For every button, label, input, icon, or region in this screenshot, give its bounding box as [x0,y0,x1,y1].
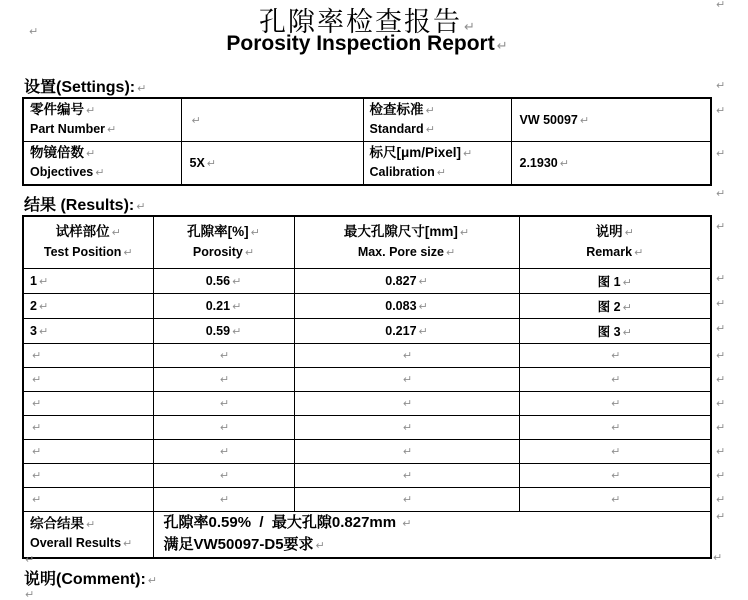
objectives-value-cell [181,142,363,186]
settings-table [22,97,712,186]
cell-test-position [23,293,153,318]
line-break-icon: ↵ [219,349,230,362]
overall-line1: 孔隙率0.59% / 最大孔隙0.827mm [163,514,401,532]
line-break-icon: ↵ [611,493,621,506]
objectives-label-cell [23,142,181,186]
cell-remark [519,463,711,487]
cell-porosity [153,415,294,439]
standard-value: VW 50097 [519,113,578,127]
line-break-icon: ↵ [716,493,726,506]
result-row-2 [23,293,711,318]
cell-remark [519,318,711,343]
line-break-icon: ↵ [25,588,35,600]
settings-row [23,98,711,142]
line-break-icon: ↵ [418,299,428,313]
cell-text: 0.083 [385,298,417,313]
line-break-icon: ↵ [624,226,634,240]
line-break-icon: ↵ [244,246,255,260]
line-break-icon: ↵ [425,104,435,117]
line-break-icon: ↵ [402,421,413,434]
line-break-icon: ↵ [29,25,39,38]
cell-test-position [23,391,153,415]
results-table [22,215,712,559]
line-break-icon: ↵ [219,469,230,482]
line-break-icon: ↵ [232,299,242,313]
line-break-icon: ↵ [611,421,621,434]
cell-text: 1 [30,273,37,288]
line-break-icon: ↵ [579,114,590,127]
cell-porosity [153,367,294,391]
cell-remark [519,439,711,463]
line-break-icon: ↵ [716,297,726,310]
line-break-icon: ↵ [713,551,723,564]
cell-pore-size [294,318,519,343]
line-break-icon: ↵ [25,553,35,566]
line-break-icon: ↵ [716,220,726,233]
settings-heading-text: 设置(Settings): [24,79,136,96]
result-row-empty [23,439,711,463]
part-number-label-cell [23,98,181,142]
line-break-icon: ↵ [611,469,621,482]
line-break-icon: ↵ [206,157,217,170]
cell-text: 0.59 [205,323,231,338]
comment-heading [24,566,157,589]
cell-porosity [153,463,294,487]
header-cn: 试样部位 [55,224,110,240]
line-break-icon: ↵ [232,274,242,288]
header-cn: 最大孔隙尺寸[mm] [343,224,458,240]
cell-text: 图 2 [597,299,621,314]
cell-pore-size [294,463,519,487]
report-title-en [22,32,712,56]
line-break-icon: ↵ [611,373,621,386]
line-break-icon: ↵ [425,123,435,136]
result-row-3 [23,318,711,343]
overall-results-value-cell [153,511,711,558]
result-row-empty [23,343,711,367]
line-break-icon: ↵ [418,324,428,338]
line-break-icon: ↵ [219,373,230,386]
objectives-value: 5X [189,156,205,170]
line-break-icon: ↵ [402,517,412,531]
cell-text: 0.56 [205,273,231,288]
label-en: Standard [369,122,424,136]
line-break-icon: ↵ [219,397,230,410]
line-break-icon: ↵ [95,166,105,179]
line-break-icon: ↵ [622,325,632,339]
line-break-icon: ↵ [137,82,147,95]
cell-text: 0.217 [385,323,417,338]
header-test-position [23,216,153,268]
line-break-icon: ↵ [191,114,201,127]
result-row-empty [23,415,711,439]
comment-heading-text: 说明(Comment): [24,571,146,588]
header-en: Remark [586,245,633,260]
cell-remark [519,391,711,415]
cell-text: 2 [30,298,37,313]
cell-test-position [23,343,153,367]
overall-results-label-cell [23,511,153,558]
line-break-icon: ↵ [32,493,42,506]
line-break-icon: ↵ [38,324,49,338]
line-break-icon: ↵ [232,324,242,338]
label-en: Objectives [30,165,94,179]
header-cn: 说明 [595,224,623,240]
label-en: Calibration [369,165,435,179]
cell-text: 3 [30,323,37,338]
cell-text: 图 3 [597,324,621,339]
line-break-icon: ↵ [459,226,470,240]
calibration-label-cell [363,142,511,186]
line-break-icon: ↵ [445,246,456,260]
line-break-icon: ↵ [716,469,726,482]
report-title-en-text: Porosity Inspection Report [226,32,495,55]
calibration-value: 2.1930 [519,156,558,170]
cell-test-position [23,463,153,487]
cell-porosity [153,293,294,318]
line-break-icon: ↵ [622,275,632,289]
result-row-empty [23,463,711,487]
result-row-1 [23,268,711,293]
line-break-icon: ↵ [716,147,726,160]
cell-test-position [23,439,153,463]
part-number-value-cell [181,98,363,142]
line-break-icon: ↵ [32,421,42,434]
line-break-icon: ↵ [32,397,42,410]
line-break-icon: ↵ [716,272,726,285]
cell-pore-size [294,268,519,293]
standard-label-cell [363,98,511,142]
cell-pore-size [294,293,519,318]
cell-text: 0.827 [385,273,417,288]
cell-pore-size [294,391,519,415]
line-break-icon: ↵ [716,510,726,523]
line-break-icon: ↵ [38,299,49,313]
line-break-icon: ↵ [716,397,726,410]
cell-remark [519,367,711,391]
label-cn: 标尺[μm/Pixel] [369,145,462,160]
cell-remark [519,487,711,511]
line-break-icon: ↵ [402,445,413,458]
line-break-icon: ↵ [402,373,413,386]
cell-test-position [23,268,153,293]
line-break-icon: ↵ [402,493,413,506]
label-cn: 综合结果 [30,516,84,532]
header-en: Max. Pore size [357,245,444,260]
overall-line2: 满足VW50097-D5要求 [163,536,314,554]
header-en: Test Position [43,245,122,260]
line-break-icon: ↵ [716,187,726,200]
cell-test-position [23,367,153,391]
line-break-icon: ↵ [123,246,133,260]
cell-test-position [23,415,153,439]
line-break-icon: ↵ [219,421,230,434]
line-break-icon: ↵ [611,349,621,362]
cell-pore-size [294,487,519,511]
standard-value-cell [511,98,711,142]
line-break-icon: ↵ [634,246,644,260]
report-title-cn-text: 孔隙率检查报告 [259,7,463,38]
cell-porosity [153,343,294,367]
line-break-icon: ↵ [32,349,42,362]
line-break-icon: ↵ [716,79,726,92]
cell-pore-size [294,367,519,391]
header-cn: 孔隙率[%] [187,224,249,240]
cell-remark [519,293,711,318]
line-break-icon: ↵ [250,226,260,240]
line-break-icon: ↵ [123,537,133,551]
label-en: Overall Results [30,536,122,551]
line-break-icon: ↵ [463,147,473,160]
line-break-icon: ↵ [716,322,726,335]
results-heading [24,192,145,215]
line-break-icon: ↵ [38,274,49,288]
line-break-icon: ↵ [32,373,42,386]
cell-pore-size [294,439,519,463]
line-break-icon: ↵ [219,493,230,506]
cell-text: 0.21 [205,298,231,313]
line-break-icon: ↵ [315,539,325,553]
line-break-icon: ↵ [111,226,121,240]
cell-test-position [23,487,153,511]
line-break-icon: ↵ [716,445,726,458]
cell-remark [519,343,711,367]
header-porosity [153,216,294,268]
line-break-icon: ↵ [611,397,621,410]
line-break-icon: ↵ [716,0,726,11]
line-break-icon: ↵ [86,518,96,532]
cell-porosity [153,318,294,343]
line-break-icon: ↵ [716,349,726,362]
line-break-icon: ↵ [402,469,413,482]
line-break-icon: ↵ [436,166,447,179]
result-row-empty [23,367,711,391]
results-header-row [23,216,711,268]
line-break-icon: ↵ [32,445,42,458]
line-break-icon: ↵ [136,200,146,213]
label-cn: 物镜倍数 [30,145,84,160]
header-max-pore-size [294,216,519,268]
header-en: Porosity [192,245,243,260]
cell-porosity [153,268,294,293]
label-cn: 零件编号 [30,102,84,117]
line-break-icon: ↵ [611,445,621,458]
line-break-icon: ↵ [559,157,569,170]
calibration-value-cell [511,142,711,186]
line-break-icon: ↵ [402,349,413,362]
line-break-icon: ↵ [716,421,726,434]
line-break-icon: ↵ [107,123,117,136]
line-break-icon: ↵ [86,147,96,160]
label-cn: 检查标准 [369,102,424,117]
cell-remark [519,268,711,293]
cell-text: 图 1 [597,274,621,289]
line-break-icon: ↵ [402,397,413,410]
line-break-icon: ↵ [219,445,230,458]
line-break-icon: ↵ [622,300,632,314]
cell-pore-size [294,343,519,367]
line-break-icon: ↵ [716,373,726,386]
line-break-icon: ↵ [496,39,508,54]
settings-heading [24,74,146,97]
label-en: Part Number [30,122,106,136]
cell-porosity [153,487,294,511]
line-break-icon: ↵ [86,104,96,117]
cell-pore-size [294,415,519,439]
cell-porosity [153,439,294,463]
header-remark [519,216,711,268]
line-break-icon: ↵ [464,20,475,35]
line-break-icon: ↵ [716,104,726,117]
cell-remark [519,415,711,439]
result-row-empty [23,487,711,511]
cell-porosity [153,391,294,415]
settings-row [23,142,711,186]
line-break-icon: ↵ [147,574,157,587]
result-row-empty [23,391,711,415]
overall-results-row [23,511,711,558]
line-break-icon: ↵ [32,469,42,482]
line-break-icon: ↵ [418,274,428,288]
results-heading-text: 结果 (Results): [24,197,135,214]
cell-test-position [23,318,153,343]
